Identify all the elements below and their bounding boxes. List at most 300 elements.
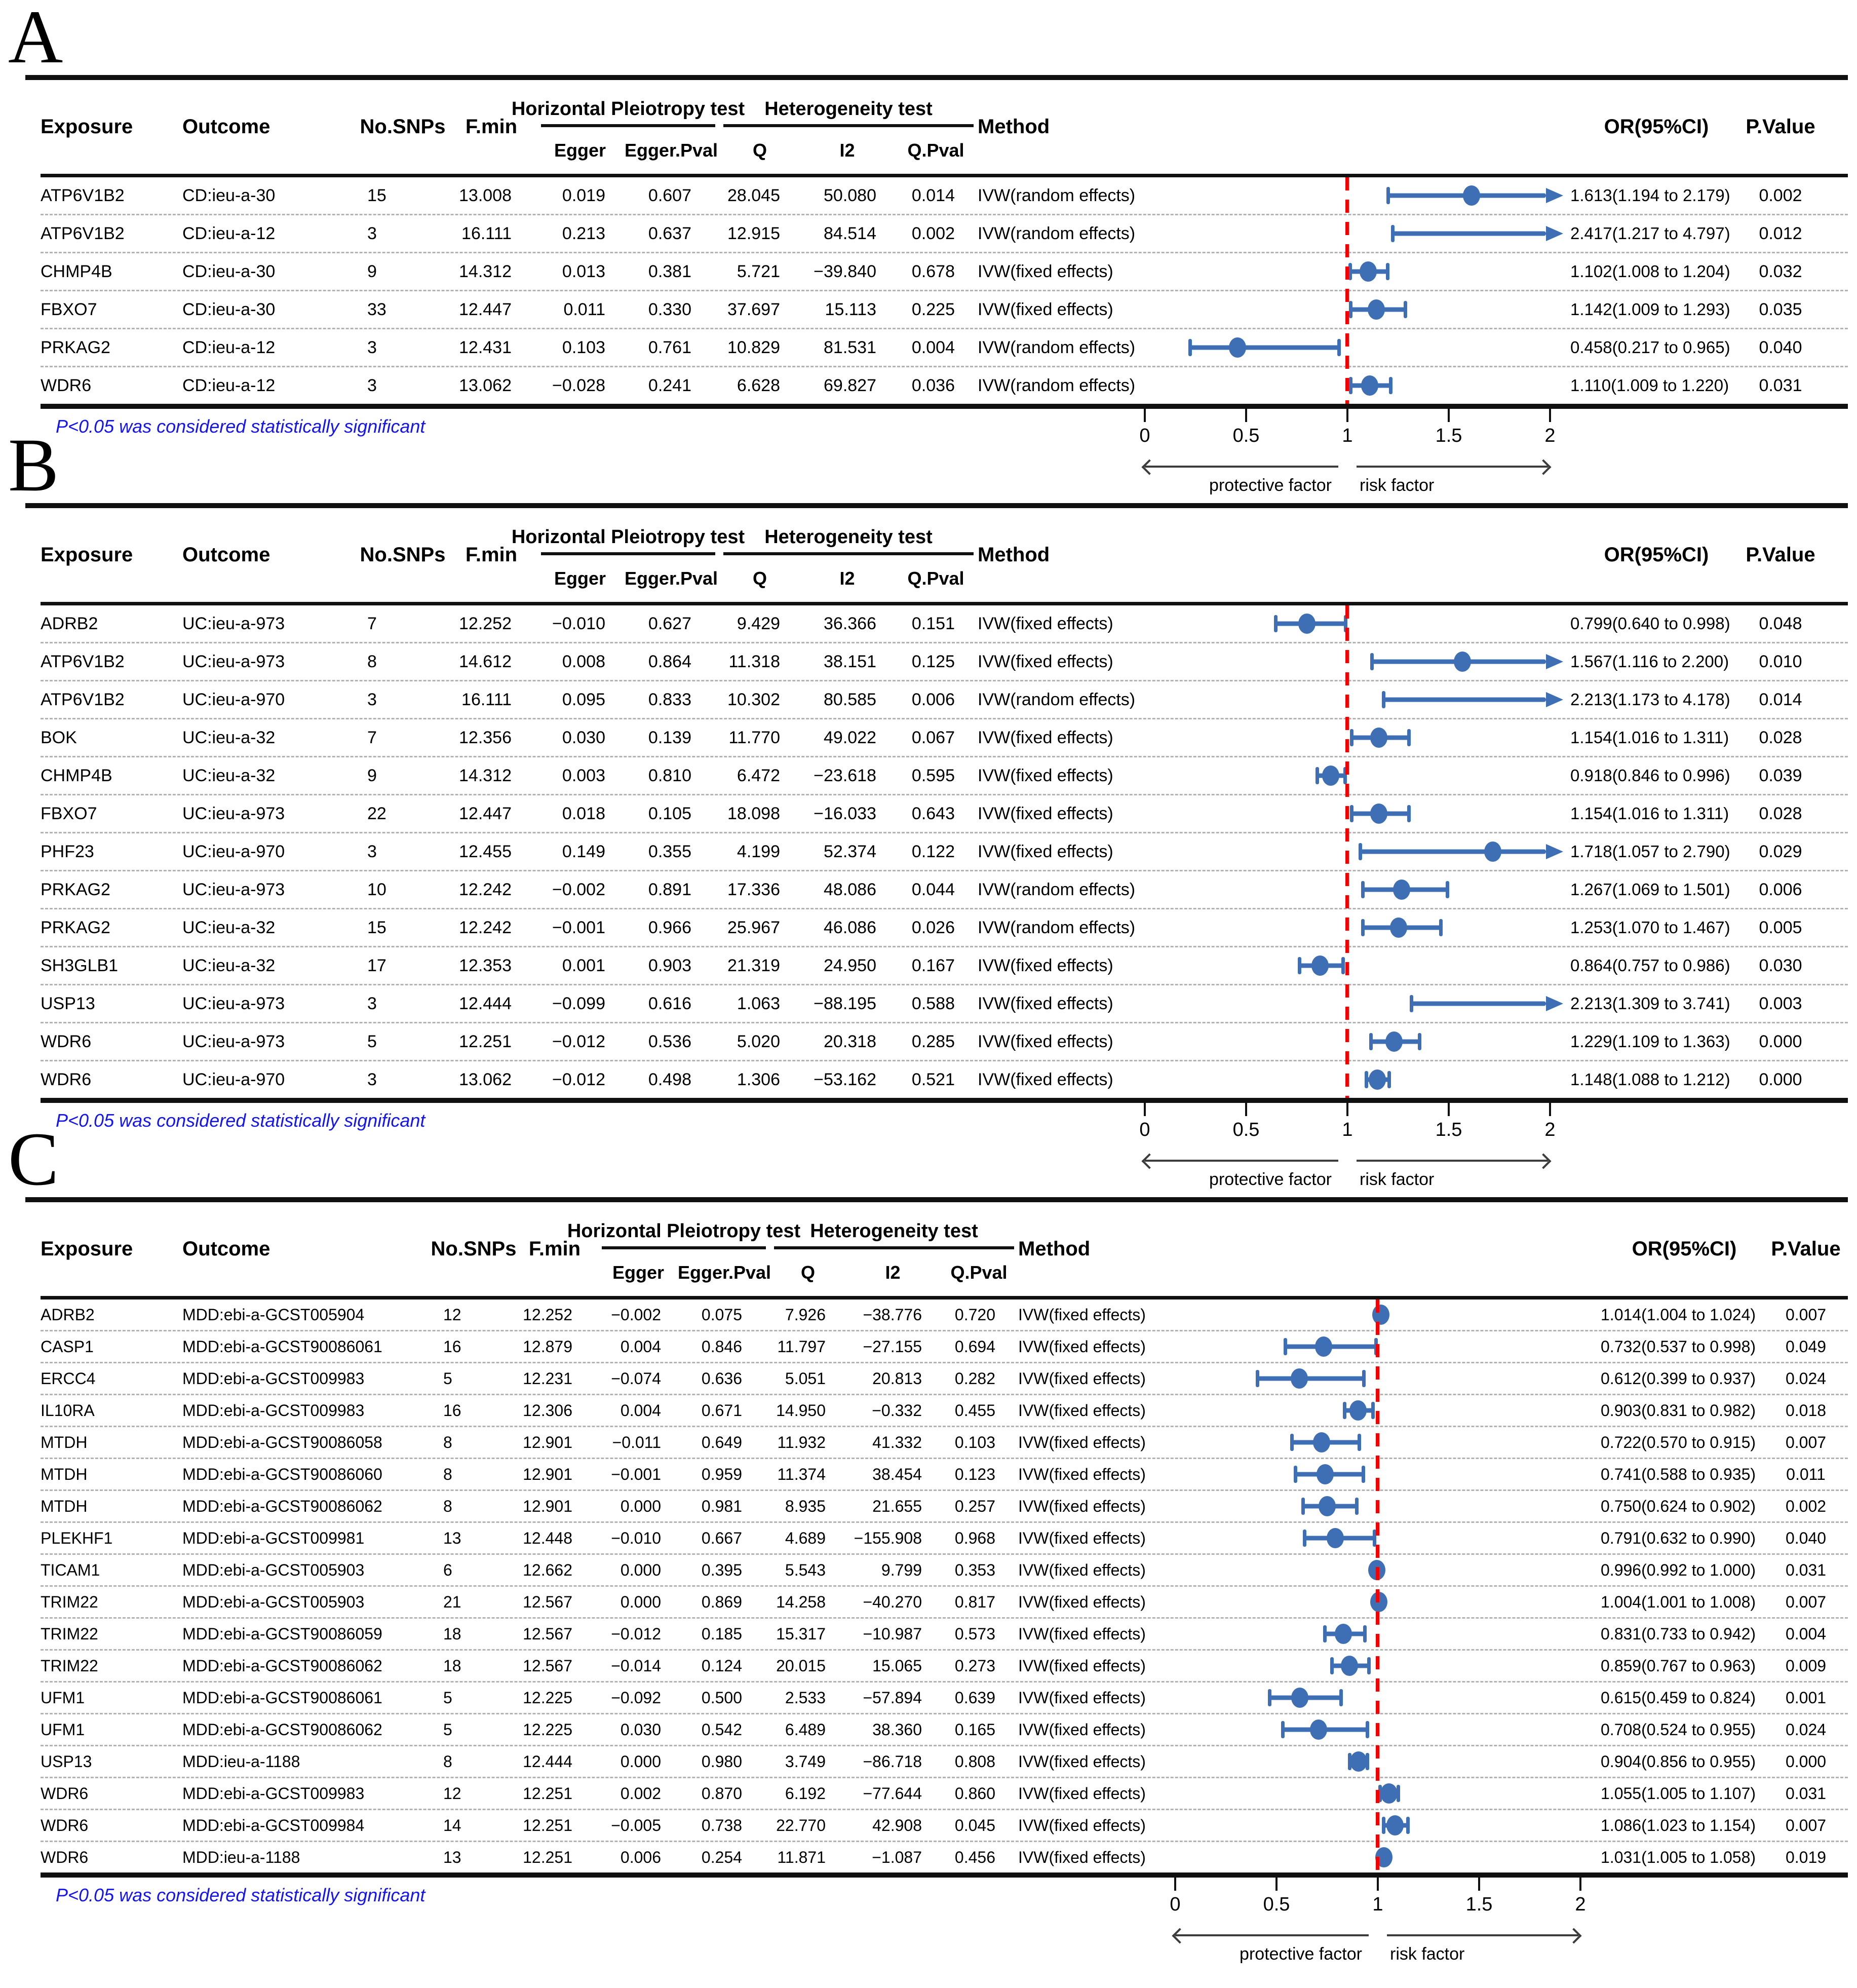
cell-f-min: 14.612 (459, 652, 512, 671)
cell-egger-pval: 0.810 (648, 766, 691, 785)
cell-q-pval: 0.125 (911, 652, 955, 671)
cell-or: 0.458(0.217 to 0.965) (1570, 338, 1730, 357)
cell-q-pval: 0.588 (911, 993, 955, 1013)
axis-tick (1448, 409, 1450, 422)
cell-no-snps: 16 (443, 1337, 461, 1356)
cell-i2: 50.080 (824, 185, 876, 205)
ci-cap-left (1316, 767, 1319, 784)
col-pvalue: P.Value (1771, 1238, 1841, 1260)
ci-arrow (1546, 188, 1563, 203)
cell-or: 1.014(1.004 to 1.024) (1601, 1305, 1756, 1324)
cell-i2: 41.332 (872, 1433, 922, 1451)
cell-p-value: 0.049 (1785, 1337, 1827, 1356)
cell-outcome: MDD:ebi-a-GCST005903 (182, 1592, 365, 1611)
cell-outcome: CD:ieu-a-30 (182, 261, 276, 281)
forest-row (41, 794, 1848, 832)
cell-f-min: 12.567 (523, 1592, 572, 1611)
cell-egger: 0.095 (562, 690, 605, 709)
cell-q-pval: 0.273 (954, 1656, 995, 1675)
cell-egger: 0.030 (562, 728, 605, 747)
forest-row (41, 1713, 1848, 1745)
axis-tick (1549, 1103, 1551, 1116)
plot-cell (1175, 1810, 1601, 1841)
cell-egger-pval: 0.671 (701, 1401, 742, 1420)
cell-q-pval: 0.455 (954, 1401, 995, 1420)
ci-cap-right (1341, 957, 1345, 974)
cell-no-snps: 5 (443, 1369, 452, 1388)
ci-cap-left (1391, 225, 1395, 242)
cell-q: 25.967 (727, 917, 780, 937)
cell-i2: −57.894 (863, 1688, 922, 1707)
ci-cap-right (1389, 377, 1392, 394)
or-dot (1380, 1783, 1398, 1804)
cell-p-value: 0.031 (1759, 375, 1802, 395)
cell-p-value: 0.002 (1759, 185, 1802, 205)
cell-egger-pval: 0.075 (701, 1305, 742, 1324)
or-dot (1372, 1305, 1389, 1325)
cell-q: 15.317 (776, 1624, 826, 1643)
cell-q-pval: 0.004 (911, 337, 955, 357)
axis-tick-label: 0 (1139, 1119, 1150, 1140)
cell-exposure: ATP6V1B2 (41, 690, 125, 709)
cell-no-snps: 3 (367, 375, 377, 395)
ci-cap-right (1418, 1033, 1421, 1050)
cell-q-pval: 0.122 (911, 842, 955, 861)
cell-outcome: MDD:ebi-a-GCST009983 (182, 1369, 365, 1388)
cell-method: IVW(random effects) (978, 185, 1136, 205)
cell-exposure: ATP6V1B2 (41, 652, 125, 671)
cell-f-min: 13.062 (459, 375, 512, 395)
ci-cap-left (1382, 1817, 1385, 1834)
ci-cap-right (1386, 263, 1389, 280)
cell-f-min: 12.225 (523, 1688, 572, 1707)
cell-or: 1.718(1.057 to 2.790) (1570, 842, 1730, 861)
plot-cell (1175, 1331, 1601, 1362)
col-q-pval: Q.Pval (907, 139, 964, 161)
cell-egger-pval: 0.616 (648, 993, 691, 1013)
axis-tick (1144, 1103, 1146, 1116)
table-header (41, 1202, 1848, 1299)
cell-or: 0.996(0.992 to 1.000) (1601, 1560, 1756, 1579)
cell-egger: 0.004 (620, 1337, 661, 1356)
cell-exposure: ATP6V1B2 (41, 223, 125, 243)
cell-egger: 0.008 (562, 652, 605, 671)
cell-egger: 0.018 (562, 804, 605, 823)
axis-tick (1346, 1103, 1348, 1116)
forest-table (25, 503, 1848, 1193)
cell-outcome: CD:ieu-a-12 (182, 375, 276, 395)
cell-or: 0.722(0.570 to 0.915) (1601, 1433, 1756, 1451)
cell-no-snps: 9 (367, 766, 377, 785)
cell-no-snps: 7 (367, 728, 377, 747)
cell-egger-pval: 0.498 (648, 1069, 691, 1089)
plot-cell (1145, 367, 1570, 404)
cell-f-min: 12.447 (459, 299, 512, 319)
cell-exposure: MTDH (41, 1433, 88, 1451)
ci-cap-left (1301, 1498, 1305, 1515)
cell-f-min: 12.353 (459, 955, 512, 975)
cell-q: 11.374 (777, 1465, 826, 1483)
plot-cell (1145, 1023, 1570, 1060)
forest-row (41, 1617, 1848, 1649)
cell-f-min: 12.242 (459, 880, 512, 899)
axis-tick (1275, 1878, 1278, 1891)
group-heterogeneity-test (774, 1220, 1014, 1249)
cell-p-value: 0.028 (1759, 804, 1802, 823)
cell-exposure: PRKAG2 (41, 880, 110, 899)
cell-outcome: MDD:ebi-a-GCST90086062 (182, 1720, 382, 1739)
cell-f-min: 12.356 (459, 728, 512, 747)
cell-egger: 0.004 (620, 1401, 661, 1420)
forest-row (41, 1426, 1848, 1458)
cell-egger: −0.010 (552, 614, 605, 633)
plot-cell (1145, 909, 1570, 946)
reference-line (1345, 177, 1349, 404)
cell-method: IVW(fixed effects) (1018, 1305, 1146, 1324)
cell-or: 1.229(1.109 to 1.363) (1570, 1032, 1730, 1051)
cell-i2: −86.718 (863, 1752, 922, 1771)
cell-q: 10.302 (727, 690, 780, 709)
cell-egger: −0.028 (552, 375, 605, 395)
cell-f-min: 16.111 (461, 223, 512, 243)
plot-cell (1175, 1651, 1601, 1681)
plot-cell (1175, 1555, 1601, 1585)
or-dot (1229, 337, 1246, 358)
cell-f-min: 12.662 (523, 1560, 572, 1579)
cell-no-snps: 8 (443, 1497, 452, 1515)
cell-outcome: MDD:ebi-a-GCST90086060 (182, 1465, 382, 1483)
cell-p-value: 0.000 (1785, 1752, 1827, 1771)
cell-i2: 42.908 (872, 1816, 922, 1834)
panel-label: A (8, 0, 63, 79)
cell-egger-pval: 0.864 (648, 652, 691, 671)
cell-q: 5.721 (737, 261, 780, 281)
risk-factor-label: risk factor (1360, 1170, 1435, 1189)
cell-q: 6.489 (785, 1720, 826, 1739)
cell-outcome: UC:ieu-a-973 (182, 652, 285, 671)
col-exposure: Exposure (41, 544, 133, 566)
cell-i2: 36.366 (824, 614, 876, 633)
cell-egger: −0.012 (552, 1069, 605, 1089)
forest-row (41, 1777, 1848, 1809)
plot-cell (1175, 1395, 1601, 1426)
cell-f-min: 12.444 (523, 1752, 572, 1771)
ci-cap-right (1337, 339, 1341, 356)
forest-row (41, 908, 1848, 946)
forest-row (41, 718, 1848, 756)
cell-exposure: CHMP4B (41, 261, 112, 281)
cell-p-value: 0.031 (1785, 1560, 1827, 1579)
ci-cap-left (1188, 339, 1192, 356)
cell-or: 0.831(0.733 to 0.942) (1601, 1624, 1756, 1643)
cell-exposure: CHMP4B (41, 766, 112, 785)
cell-egger-pval: 0.903 (648, 955, 691, 975)
cell-outcome: MDD:ebi-a-GCST90086062 (182, 1656, 382, 1675)
forest-row (41, 214, 1848, 252)
cell-method: IVW(fixed effects) (1018, 1433, 1146, 1451)
ci-cap-right (1387, 1071, 1391, 1088)
cell-outcome: MDD:ebi-a-GCST90086061 (182, 1337, 382, 1356)
cell-q-pval: 0.456 (954, 1848, 995, 1866)
axis-tick (1245, 409, 1247, 422)
cell-or: 1.253(1.070 to 1.467) (1570, 918, 1730, 937)
cell-q-pval: 0.167 (911, 955, 955, 975)
cell-exposure: IL10RA (41, 1401, 95, 1420)
ci-cap-left (1298, 957, 1301, 974)
forest-row (41, 946, 1848, 984)
cell-outcome: CD:ieu-a-12 (182, 223, 276, 243)
cell-p-value: 0.024 (1785, 1720, 1827, 1739)
cell-q-pval: 0.694 (954, 1337, 995, 1356)
cell-outcome: UC:ieu-a-973 (182, 614, 285, 633)
risk-arrow (1387, 1934, 1578, 1936)
col-egger-pval: Egger.Pval (624, 139, 718, 161)
cell-q-pval: 0.639 (954, 1688, 995, 1707)
cell-egger: 0.019 (562, 185, 605, 205)
cell-egger-pval: 0.607 (648, 185, 691, 205)
cell-egger-pval: 0.627 (648, 614, 691, 633)
cell-or: 0.799(0.640 to 0.998) (1570, 614, 1730, 633)
ci-arrow (1546, 844, 1563, 859)
cell-egger: 0.000 (620, 1752, 661, 1771)
cell-or: 0.904(0.856 to 0.955) (1601, 1752, 1756, 1771)
cell-no-snps: 14 (443, 1816, 461, 1834)
cell-f-min: 12.251 (523, 1816, 572, 1834)
cell-no-snps: 5 (443, 1688, 452, 1707)
cell-exposure: FBXO7 (41, 804, 97, 823)
ci-cap-left (1290, 1434, 1294, 1451)
group-heterogeneity-test (723, 98, 974, 127)
cell-or: 0.732(0.537 to 0.998) (1601, 1337, 1756, 1356)
cell-i2: 81.531 (824, 337, 876, 357)
or-dot (1350, 1751, 1367, 1772)
cell-f-min: 12.431 (459, 337, 512, 357)
col-snps: No.SNPs (360, 544, 446, 566)
cell-i2: −27.155 (863, 1337, 922, 1356)
cell-egger: 0.000 (620, 1497, 661, 1515)
cell-p-value: 0.028 (1759, 728, 1802, 747)
cell-outcome: UC:ieu-a-973 (182, 880, 285, 899)
cell-method: IVW(random effects) (978, 880, 1136, 899)
significance-note: P<0.05 was considered statistically significant (56, 416, 425, 437)
plot-cell (1145, 329, 1570, 366)
forest-row (41, 1299, 1848, 1330)
cell-p-value: 0.005 (1759, 917, 1802, 937)
cell-egger: −0.092 (611, 1688, 661, 1707)
protective-factor-label: protective factor (1240, 1944, 1362, 1964)
cell-i2: 15.065 (872, 1656, 922, 1675)
cell-i2: −16.033 (814, 804, 876, 823)
col-snps: No.SNPs (360, 116, 446, 138)
cell-no-snps: 12 (443, 1784, 461, 1803)
cell-q: 21.319 (727, 955, 780, 975)
cell-p-value: 0.002 (1785, 1497, 1827, 1515)
ci-cap-left (1370, 653, 1374, 670)
cell-method: IVW(fixed effects) (1018, 1401, 1146, 1420)
cell-method: IVW(fixed effects) (1018, 1848, 1146, 1866)
cell-f-min: 12.252 (459, 614, 512, 633)
cell-f-min: 12.251 (523, 1848, 572, 1866)
reference-line (1376, 1299, 1379, 1872)
col-fmin: F.min (528, 1238, 581, 1260)
cell-egger: 0.006 (620, 1848, 661, 1866)
cell-method: IVW(fixed effects) (978, 842, 1113, 861)
cell-egger-pval: 0.395 (701, 1560, 742, 1579)
cell-p-value: 0.029 (1759, 842, 1802, 861)
or-dot (1361, 375, 1378, 396)
cell-no-snps: 3 (367, 993, 377, 1013)
cell-q-pval: 0.860 (954, 1784, 995, 1803)
axis-tick-label: 1 (1342, 1119, 1353, 1140)
cell-q: 11.770 (728, 728, 780, 747)
panel-c (0, 1117, 1857, 1978)
cell-exposure: FBXO7 (41, 299, 97, 319)
cell-i2: 20.813 (872, 1369, 922, 1388)
cell-no-snps: 3 (367, 842, 377, 861)
cell-p-value: 0.031 (1785, 1784, 1827, 1803)
cell-exposure: ERCC4 (41, 1369, 96, 1388)
cell-method: IVW(random effects) (978, 375, 1136, 395)
cell-f-min: 16.111 (461, 690, 512, 709)
cell-q: 6.192 (785, 1784, 826, 1803)
cell-method: IVW(fixed effects) (1018, 1369, 1146, 1388)
cell-i2: 15.113 (825, 299, 876, 319)
col-egger: Egger (554, 567, 606, 589)
cell-method: IVW(fixed effects) (1018, 1688, 1146, 1707)
cell-q: 14.950 (776, 1401, 826, 1420)
forest-row (41, 642, 1848, 680)
cell-p-value: 0.011 (1786, 1465, 1826, 1483)
cell-no-snps: 3 (367, 1069, 377, 1089)
cell-q-pval: 0.123 (954, 1465, 995, 1483)
plot-cell (1145, 681, 1570, 718)
cell-q-pval: 0.353 (954, 1560, 995, 1579)
cell-q: 11.871 (777, 1848, 826, 1866)
cell-i2: −10.987 (863, 1624, 922, 1643)
plot-cell (1145, 215, 1570, 252)
ci-cap-left (1365, 1071, 1368, 1088)
ci-cap-right (1407, 729, 1411, 746)
cell-p-value: 0.004 (1785, 1624, 1827, 1643)
ci-cap-right (1362, 1466, 1365, 1483)
cell-f-min: 12.231 (523, 1369, 572, 1388)
cell-or: 0.741(0.588 to 0.935) (1601, 1465, 1756, 1483)
axis-tick (1144, 409, 1146, 422)
cell-q: 6.628 (737, 375, 780, 395)
forest-table (25, 1197, 1848, 1978)
cell-i2: 52.374 (824, 842, 876, 861)
cell-outcome: MDD:ebi-a-GCST009983 (182, 1784, 365, 1803)
cell-no-snps: 8 (443, 1752, 452, 1771)
plot-cell (1175, 1619, 1601, 1649)
cell-egger-pval: 0.980 (701, 1752, 742, 1771)
cell-or: 1.154(1.016 to 1.311) (1570, 728, 1729, 747)
or-dot (1369, 1069, 1386, 1090)
cell-outcome: UC:ieu-a-970 (182, 690, 285, 709)
cell-exposure: ATP6V1B2 (41, 185, 125, 205)
cell-outcome: MDD:ebi-a-GCST90086061 (182, 1688, 382, 1707)
ci-cap-right (1439, 919, 1443, 936)
cell-f-min: 12.444 (459, 993, 512, 1013)
cell-egger: −0.012 (611, 1624, 661, 1643)
col-egger: Egger (612, 1261, 665, 1283)
ci-cap-left (1382, 691, 1385, 708)
cell-method: IVW(fixed effects) (978, 728, 1113, 747)
or-dot (1317, 1464, 1334, 1484)
ci-cap-left (1348, 263, 1352, 280)
axis-tick-label: 0.5 (1232, 425, 1260, 446)
ci-bar (1391, 232, 1546, 236)
col-q: Q (752, 139, 767, 161)
cell-no-snps: 33 (367, 299, 386, 319)
cell-exposure: WDR6 (41, 1784, 89, 1803)
cell-p-value: 0.006 (1759, 880, 1802, 899)
col-pvalue: P.Value (1746, 116, 1815, 138)
cell-method: IVW(fixed effects) (1018, 1784, 1146, 1803)
col-i2: I2 (885, 1261, 901, 1283)
or-dot (1370, 804, 1387, 824)
cell-i2: 69.827 (824, 375, 876, 395)
cell-p-value: 0.001 (1785, 1688, 1827, 1707)
cell-q: 2.533 (785, 1688, 826, 1707)
cell-or: 1.567(1.116 to 2.200) (1570, 652, 1729, 671)
col-or: OR(95%CI) (1604, 116, 1709, 138)
cell-i2: −1.087 (872, 1848, 922, 1866)
protective-factor-label: protective factor (1209, 1170, 1332, 1189)
plot-cell (1175, 1459, 1601, 1489)
cell-no-snps: 5 (367, 1031, 377, 1051)
cell-exposure: TRIM22 (41, 1592, 98, 1611)
cell-no-snps: 13 (443, 1528, 461, 1547)
plot-cell (1145, 795, 1570, 832)
cell-q: 5.051 (785, 1369, 826, 1388)
table-header (41, 80, 1848, 177)
ci-cap-left (1369, 1033, 1373, 1050)
cell-i2: −39.840 (814, 261, 876, 281)
cell-or: 0.750(0.624 to 0.902) (1601, 1497, 1756, 1515)
cell-q: 8.935 (785, 1497, 826, 1515)
ci-cap-left (1350, 729, 1353, 746)
plot-cell (1145, 177, 1570, 214)
cell-i2: 20.318 (824, 1031, 876, 1051)
cell-p-value: 0.007 (1785, 1816, 1827, 1834)
cell-method: IVW(fixed effects) (1018, 1337, 1146, 1356)
ci-cap-left (1350, 805, 1353, 822)
or-dot (1310, 1719, 1327, 1740)
or-dot (1315, 1336, 1332, 1357)
cell-method: IVW(fixed effects) (1018, 1465, 1146, 1483)
cell-q-pval: 0.036 (911, 375, 955, 395)
cell-exposure: MTDH (41, 1465, 88, 1483)
col-i2: I2 (839, 139, 855, 161)
cell-q-pval: 0.817 (954, 1592, 995, 1611)
reference-line (1345, 605, 1349, 1098)
forest-row (41, 1809, 1848, 1841)
forest-row (41, 1489, 1848, 1521)
cell-egger: 0.103 (562, 337, 605, 357)
axis-tick-label: 2 (1544, 1119, 1556, 1140)
ci-bar (1382, 698, 1546, 702)
cell-no-snps: 8 (443, 1433, 452, 1451)
forest-row (41, 1022, 1848, 1060)
cell-egger: 0.013 (562, 261, 605, 281)
ci-cap-left (1268, 1689, 1271, 1706)
cell-f-min: 12.252 (523, 1305, 572, 1324)
cell-egger: 0.030 (620, 1720, 661, 1739)
cell-p-value: 0.000 (1759, 1031, 1802, 1051)
cell-i2: 48.086 (824, 880, 876, 899)
cell-method: IVW(fixed effects) (1018, 1656, 1146, 1675)
